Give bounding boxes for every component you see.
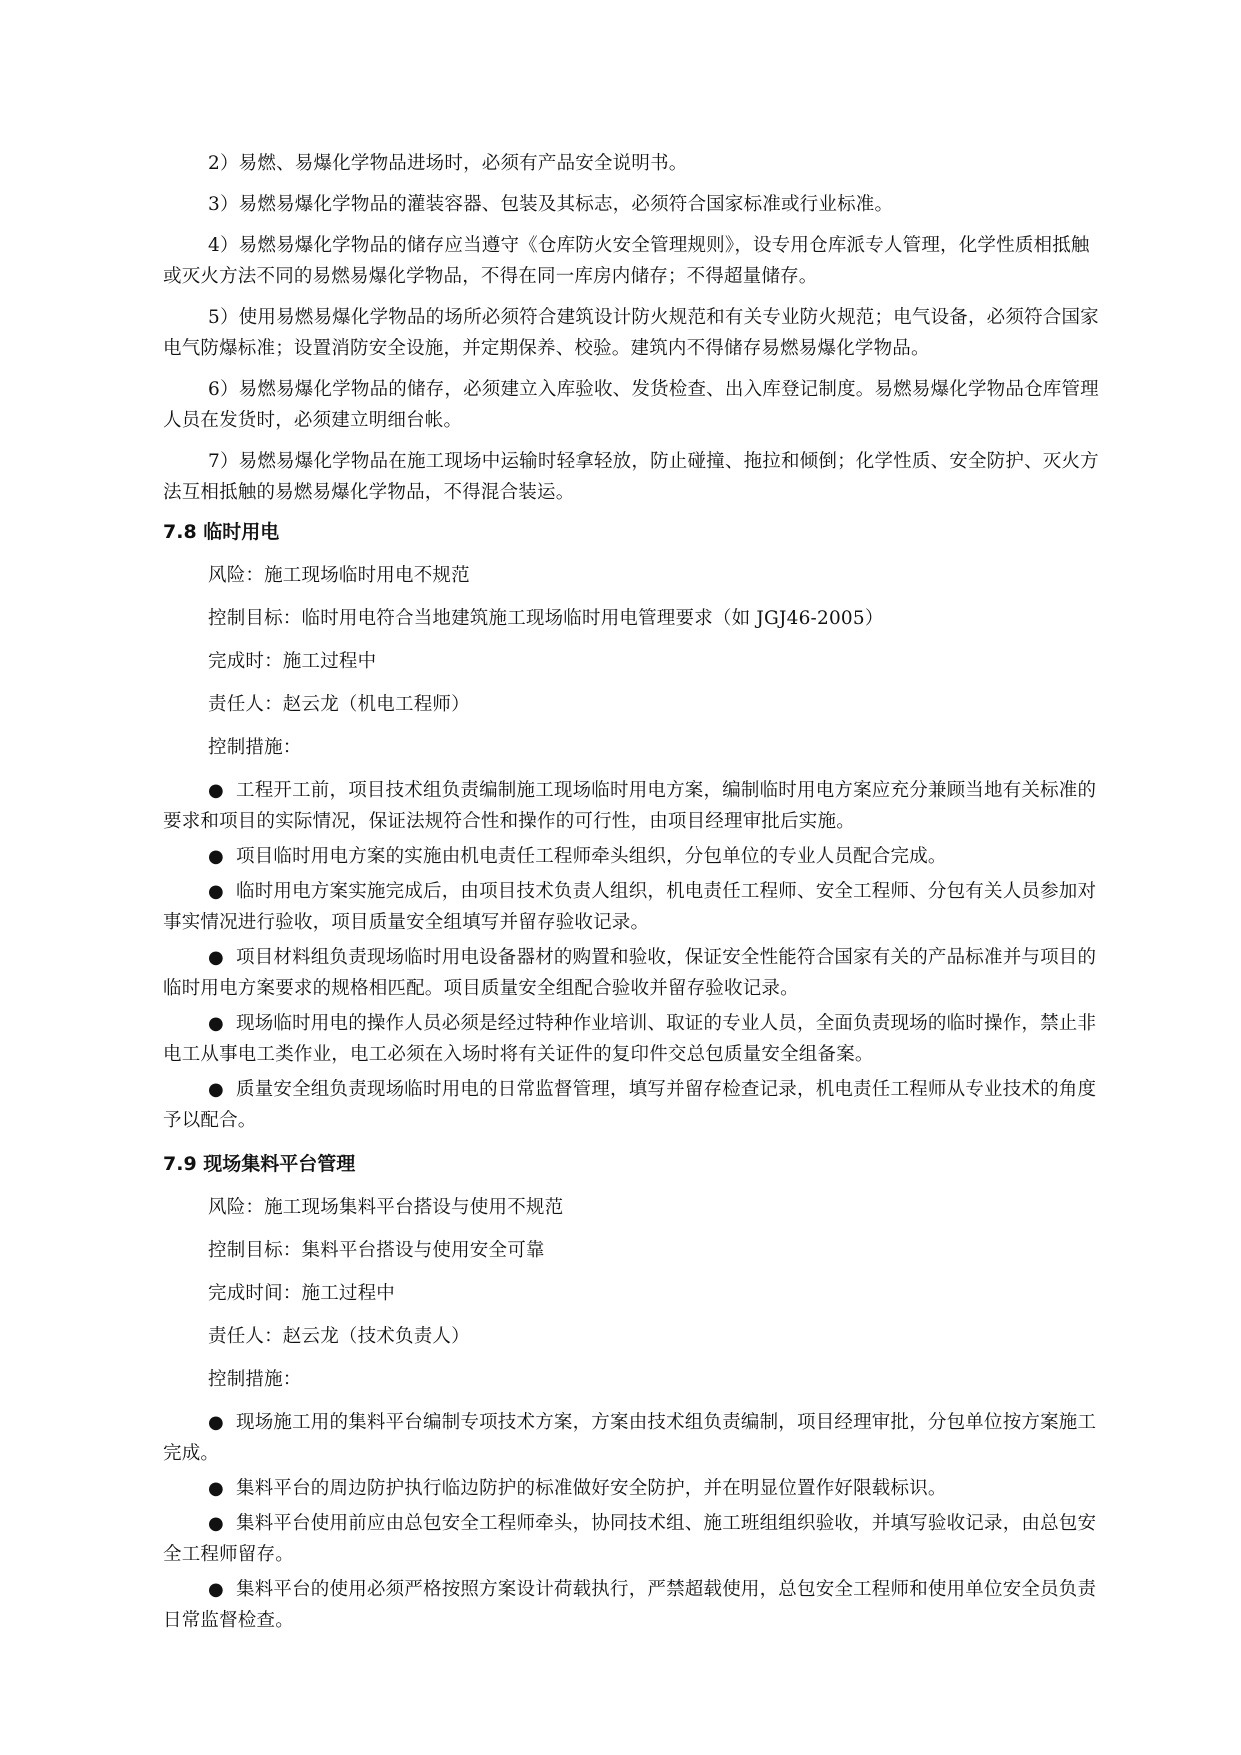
intro-item-6: 6）易燃易爆化学物品的储存，必须建立入库验收、发货检查、出入库登记制度。易燃易爆化学物品仓库管理人员在发货时，必须建立明细台帐。 bbox=[163, 379, 1099, 431]
intro-item-2: 2）易燃、易爆化学物品进场时，必须有产品安全说明书。 bbox=[208, 153, 688, 174]
measure-text: 集料平台使用前应由总包安全工程师牵头，协同技术组、施工班组组织验收，并填写验收记录，由总包安全工程师留存。 bbox=[163, 1513, 1097, 1565]
responsible-person-text: 责任人：赵云龙（技术负责人） bbox=[208, 1326, 470, 1347]
control-target-text: 控制目标：集料平台搭设与使用安全可靠 bbox=[208, 1240, 545, 1261]
measure-item bbox=[163, 1574, 1103, 1636]
bullet-icon: ● bbox=[208, 1079, 224, 1100]
measure-text: 项目临时用电方案的实施由机电责任工程师牵头组织，分包单位的专业人员配合完成。 bbox=[236, 846, 947, 867]
measure-item bbox=[163, 775, 1103, 837]
measure-item bbox=[163, 1407, 1103, 1469]
measure-item bbox=[163, 1074, 1103, 1136]
bullet-icon: ● bbox=[208, 846, 224, 867]
measure-text: 集料平台的周边防护执行临边防护的标准做好安全防护，并在明显位置作好限载标识。 bbox=[236, 1478, 947, 1499]
control-measures-label: 控制措施： bbox=[208, 737, 302, 758]
intro-item-5: 5）使用易燃易爆化学物品的场所必须符合建筑设计防火规范和有关专业防火规范；电气设备，必须符合国家电气防爆标准；设置消防安全设施，并定期保养、校验。建筑内不得储存易燃易爆化学物品。 bbox=[163, 307, 1099, 359]
measure-item bbox=[163, 1008, 1103, 1070]
measure-item bbox=[163, 841, 1103, 872]
bullet-icon: ● bbox=[208, 947, 224, 968]
control-target-text: 控制目标：临时用电符合当地建筑施工现场临时用电管理要求（如 JGJ46-2005） bbox=[208, 608, 884, 629]
responsible-person-text: 责任人：赵云龙（机电工程师） bbox=[208, 694, 470, 715]
completion-time-text: 完成时间：施工过程中 bbox=[208, 1283, 396, 1304]
measure-item bbox=[163, 1473, 1103, 1504]
risk-text: 风险：施工现场集料平台搭设与使用不规范 bbox=[208, 1197, 564, 1218]
measure-item bbox=[163, 1508, 1103, 1570]
section-heading-7-8: 7.8 临时用电 bbox=[163, 521, 280, 543]
measure-item bbox=[163, 942, 1103, 1004]
bullet-icon: ● bbox=[208, 1013, 224, 1034]
bullet-icon: ● bbox=[208, 881, 224, 902]
measure-text: 项目材料组负责现场临时用电设备器材的购置和验收，保证安全性能符合国家有关的产品标准并与项目的临时用电方案要求的规格相匹配。项目质量安全组配合验收并留存验收记录。 bbox=[163, 947, 1097, 999]
bullet-icon: ● bbox=[208, 780, 224, 801]
intro-item-7: 7）易燃易爆化学物品在施工现场中运输时轻拿轻放，防止碰撞、拖拉和倾倒；化学性质、安全防护、灭火方法互相抵触的易燃易爆化学物品，不得混合装运。 bbox=[163, 451, 1099, 503]
measure-text: 质量安全组负责现场临时用电的日常监督管理，填写并留存检查记录，机电责任工程师从专业技术的角度予以配合。 bbox=[163, 1079, 1097, 1131]
measure-text: 临时用电方案实施完成后，由项目技术负责人组织，机电责任工程师、安全工程师、分包有关人员参加对事实情况进行验收，项目质量安全组填写并留存验收记录。 bbox=[163, 881, 1097, 933]
control-measures-label: 控制措施： bbox=[208, 1369, 302, 1390]
bullet-icon: ● bbox=[208, 1513, 224, 1534]
risk-text: 风险：施工现场临时用电不规范 bbox=[208, 565, 470, 586]
intro-item-3: 3）易燃易爆化学物品的灌装容器、包装及其标志，必须符合国家标准或行业标准。 bbox=[208, 194, 894, 215]
measure-text: 集料平台的使用必须严格按照方案设计荷载执行，严禁超载使用，总包安全工程师和使用单位安全员负责日常监督检查。 bbox=[163, 1579, 1097, 1631]
measure-text: 现场临时用电的操作人员必须是经过特种作业培训、取证的专业人员，全面负责现场的临时操作，禁止非电工从事电工类作业，电工必须在入场时将有关证件的复印件交总包质量安全组备案。 bbox=[163, 1013, 1097, 1065]
measure-text: 现场施工用的集料平台编制专项技术方案，方案由技术组负责编制，项目经理审批，分包单位按方案施工完成。 bbox=[163, 1412, 1097, 1464]
measure-text: 工程开工前，项目技术组负责编制施工现场临时用电方案，编制临时用电方案应充分兼顾当地有关标准的要求和项目的实际情况，保证法规符合性和操作的可行性，由项目经理审批后实施。 bbox=[163, 780, 1097, 832]
section-heading-7-9: 7.9 现场集料平台管理 bbox=[163, 1153, 356, 1175]
completion-time-text: 完成时：施工过程中 bbox=[208, 651, 377, 672]
bullet-icon: ● bbox=[208, 1579, 224, 1600]
measure-item bbox=[163, 876, 1103, 938]
intro-item-4: 4）易燃易爆化学物品的储存应当遵守《仓库防火安全管理规则》，设专用仓库派专人管理，化学性质相抵触或灭火方法不同的易燃易爆化学物品，不得在同一库房内储存；不得超量储存。 bbox=[163, 235, 1090, 287]
bullet-icon: ● bbox=[208, 1412, 224, 1433]
page-content bbox=[163, 148, 1103, 1640]
bullet-icon: ● bbox=[208, 1478, 224, 1499]
